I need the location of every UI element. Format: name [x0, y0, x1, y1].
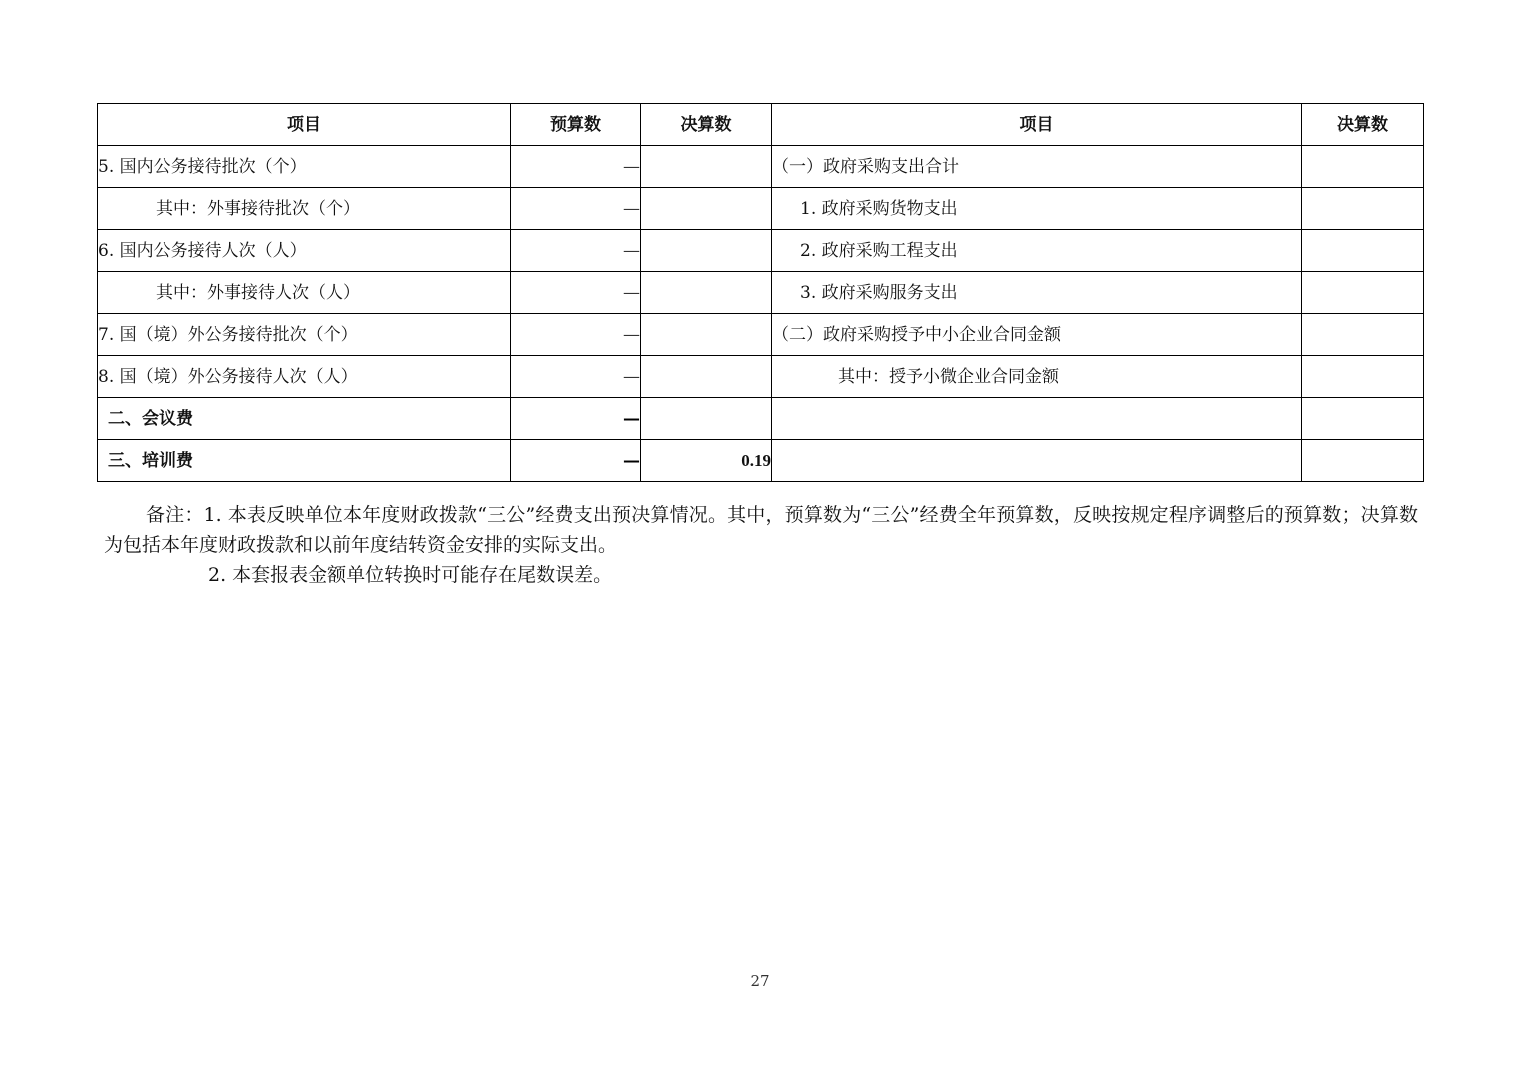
table-row [98, 146, 1424, 188]
row-left-final [641, 230, 772, 272]
row-left-budget: — [511, 188, 641, 230]
row-right-item [772, 440, 1302, 482]
table-row [98, 314, 1424, 356]
table-row [98, 230, 1424, 272]
row-right-item: （一）政府采购支出合计 [772, 146, 1302, 188]
row-left-item: 其中：外事接待人次（人） [98, 272, 511, 314]
row-right-final [1302, 440, 1424, 482]
table-row [98, 440, 1424, 482]
row-left-item: 5. 国内公务接待批次（个） [98, 146, 511, 188]
row-left-final [641, 188, 772, 230]
note-1: 备注：1. 本表反映单位本年度财政拨款“三公”经费支出预决算情况。其中，预算数为“三公”经费全年预算数，反映按规定程序调整后的预算数；决算数为包括本年度财政拨款和以前年度结转资金安排的实际支出。 [104, 504, 1418, 556]
row-left-budget: — [511, 146, 641, 188]
row-right-item: 3. 政府采购服务支出 [772, 272, 1302, 314]
row-right-final [1302, 272, 1424, 314]
row-left-item: 二、会议费 [98, 398, 511, 440]
table-header-row [98, 104, 1424, 146]
row-left-final [641, 356, 772, 398]
header-right-final: 决算数 [1302, 104, 1424, 146]
page-number: 27 [750, 972, 770, 990]
row-right-item [772, 398, 1302, 440]
row-left-final [641, 146, 772, 188]
row-left-item: 6. 国内公务接待人次（人） [98, 230, 511, 272]
row-right-item: （二）政府采购授予中小企业合同金额 [772, 314, 1302, 356]
row-right-item: 2. 政府采购工程支出 [772, 230, 1302, 272]
row-left-item: 三、培训费 [98, 440, 511, 482]
row-left-budget: — [511, 398, 641, 440]
table-row [98, 398, 1424, 440]
row-right-final [1302, 146, 1424, 188]
header-left-item: 项目 [98, 104, 511, 146]
row-left-final [641, 272, 772, 314]
row-left-budget: — [511, 314, 641, 356]
row-right-final [1302, 398, 1424, 440]
row-left-item: 8. 国（境）外公务接待人次（人） [98, 356, 511, 398]
row-left-item: 其中：外事接待批次（个） [98, 188, 511, 230]
row-right-item: 1. 政府采购货物支出 [772, 188, 1302, 230]
table-row [98, 356, 1424, 398]
row-right-final [1302, 314, 1424, 356]
row-left-final: 0.19 [641, 440, 772, 482]
row-left-final [641, 314, 772, 356]
row-left-final [641, 398, 772, 440]
notes-section [104, 500, 1418, 590]
row-left-budget: — [511, 230, 641, 272]
table-row [98, 272, 1424, 314]
expenditure-table [97, 103, 1424, 482]
header-left-budget: 预算数 [511, 104, 641, 146]
row-right-item: 其中：授予小微企业合同金额 [772, 356, 1302, 398]
row-left-budget: — [511, 440, 641, 482]
row-left-budget: — [511, 272, 641, 314]
row-left-budget: — [511, 356, 641, 398]
row-right-final [1302, 230, 1424, 272]
row-right-final [1302, 356, 1424, 398]
note-2: 2. 本套报表金额单位转换时可能存在尾数误差。 [208, 564, 613, 586]
row-left-item: 7. 国（境）外公务接待批次（个） [98, 314, 511, 356]
row-right-final [1302, 188, 1424, 230]
header-left-final: 决算数 [641, 104, 772, 146]
table-row [98, 188, 1424, 230]
header-right-item: 项目 [772, 104, 1302, 146]
